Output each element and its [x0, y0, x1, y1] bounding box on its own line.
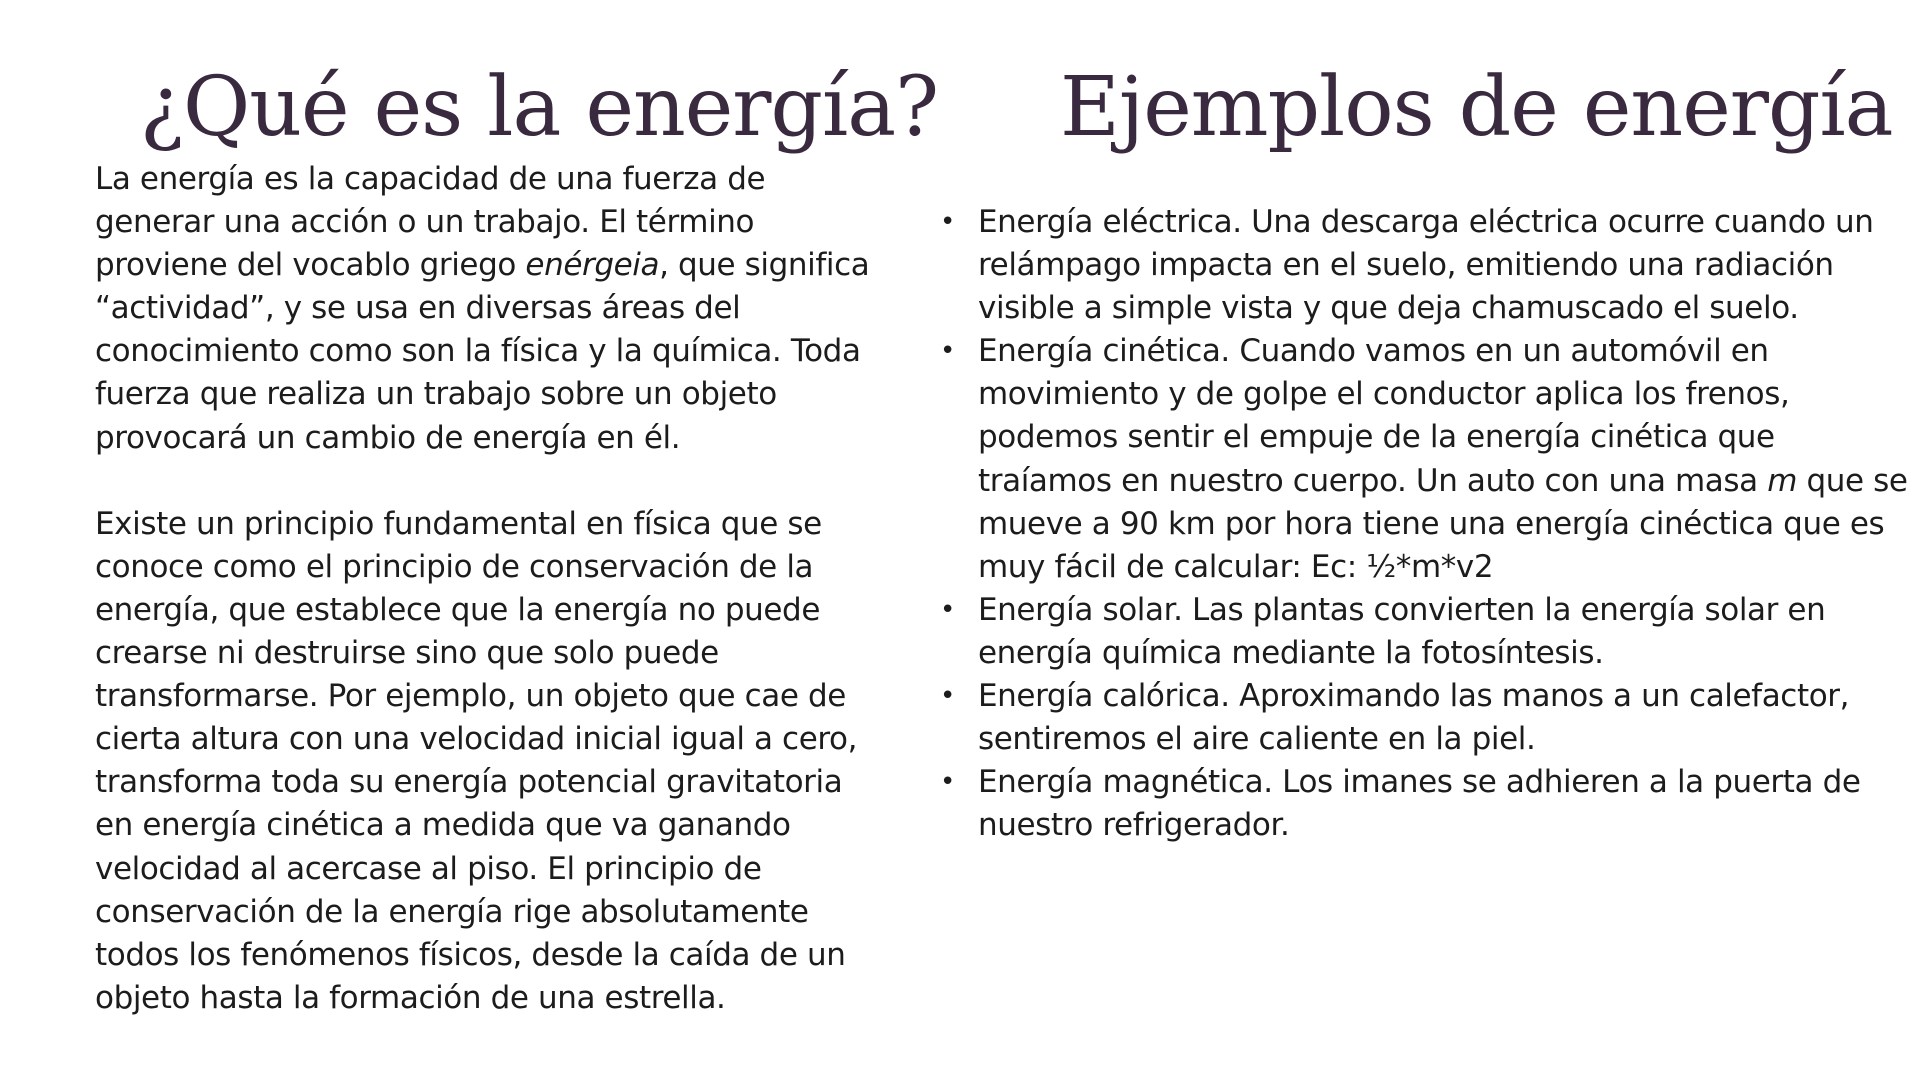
left-title: ¿Qué es la energía?: [140, 60, 939, 155]
bullet-icon: •: [940, 681, 955, 712]
list-item: [940, 589, 1915, 675]
list-item-text: Energía solar. Las plantas convierten la energía solar en energía química mediante la fotosíntesis.: [978, 591, 1826, 671]
definition-column: [95, 158, 875, 1020]
bullet-icon: •: [940, 336, 955, 367]
list-item: [940, 761, 1915, 847]
bullet-icon: •: [940, 767, 955, 798]
list-item: [940, 675, 1915, 761]
mass-symbol: m: [1767, 462, 1797, 499]
list-item-text-end: que se mueve a 90 km por hora tiene una energía cinéctica que es muy fácil de calcular: Ec: ½*m*v2: [978, 462, 1908, 585]
conservation-paragraph: Existe un principio fundamental en física que se conoce como el principio de conservación de la energía, que establece que la energía no puede crearse ni destruirse sino que solo puede transformarse. Por ejemplo, un objeto que cae de cierta altura con una velocidad inicial igual a cero, transforma toda su energía potencial gravitatoria en energía cinética a medida que va ganando velocidad al acercase al piso. El principio de conservación de la energía rige absolutamente todos los fenómenos físicos, desde la caída de un objeto hasta la formación de una estrella.: [95, 505, 858, 1016]
definition-text-end: , que significa “actividad”, y se usa en diversas áreas del conocimiento como son la física y la química. Toda fuerza que realiza un trabajo sobre un objeto provocará un cambio de energía en él.: [95, 247, 870, 456]
greek-term: enérgeia: [525, 247, 660, 284]
definition-paragraph: [95, 158, 875, 460]
examples-list: [940, 201, 1915, 847]
right-title: Ejemplos de energía: [1060, 60, 1893, 155]
list-item-text: Energía eléctrica. Una descarga eléctrica ocurre cuando un relámpago impacta en el suelo, emitiendo una radiación visible a simple vista y que deja chamuscado el suelo.: [978, 204, 1874, 327]
bullet-icon: •: [940, 207, 955, 237]
definition-text-start: La energía es la capacidad de una fuerza de generar una acción o un trabajo. El término proviene del vocablo griego: [95, 161, 766, 284]
list-item: [940, 201, 1915, 330]
list-item-text: Energía calórica. Aproximando las manos a un calefactor, sentiremos el aire caliente en la piel.: [978, 678, 1850, 758]
list-item-text-start: Energía cinética. Cuando vamos en un automóvil en movimiento y de golpe el conductor aplica los frenos, podemos sentir el empuje de la energía cinética que traíamos en nuestro cuerpo. Un auto con una masa: [978, 333, 1790, 499]
bullet-icon: •: [940, 594, 955, 625]
list-item: [940, 330, 1915, 589]
list-item-text: Energía magnética. Los imanes se adhieren a la puerta de nuestro refrigerador.: [978, 764, 1861, 844]
